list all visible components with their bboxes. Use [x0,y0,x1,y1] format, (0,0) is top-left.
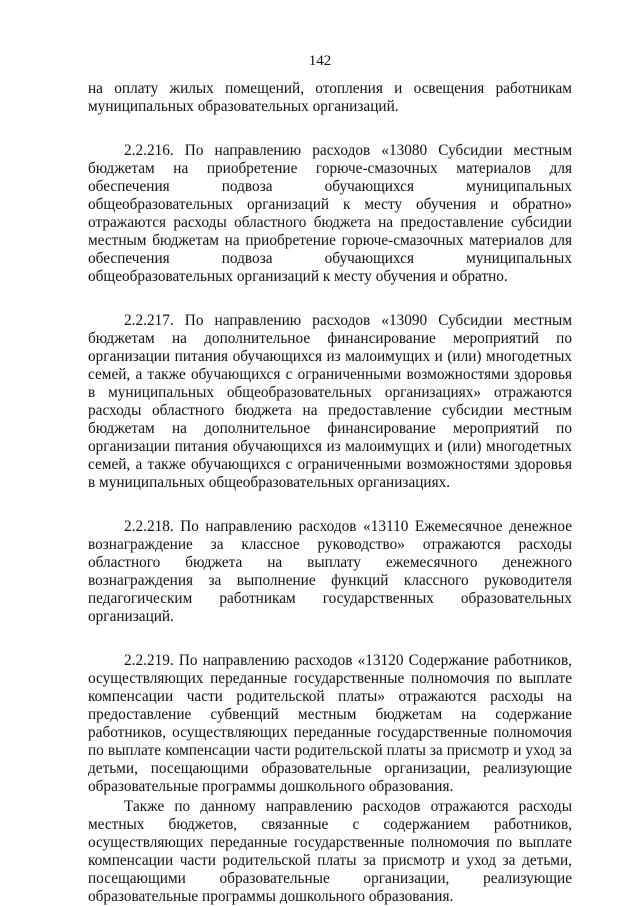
paragraph-2-2-219: 2.2.219. По направлению расходов «13120 Содержание работников, осуществляющих переданные государственные полномочия по выплате компенсации части родительской платы» отражаются расходы на предоставление субвенций местным бюджетам на содержание работников, осуществляющих переданные государственные полномочия по выплате компенсации части родительской платы за присмотр и уход за детьми, посещающими образовательные организации, реализующие образовательные программы дошкольного образования. [88,652,572,795]
document-body [88,80,572,906]
paragraph-2-2-216: 2.2.216. По направлению расходов «13080 Субсидии местным бюджетам на приобретение горюче-смазочных материалов для обеспечения подвоза обучающихся муниципальных общеобразовательных организаций к месту обучения и обратно» отражаются расходы областного бюджета на предоставление субсидии местным бюджетам на приобретение горюче-смазочных материалов для обеспечения подвоза обучающихся муниципальных общеобразовательных организаций к месту обучения и обратно. [88,142,572,285]
page-number: 142 [308,53,332,69]
paragraph-2-2-219-continuation: Также по данному направлению расходов отражаются расходы местных бюджетов, связанные с содержанием работников, осуществляющих переданные государственные полномочия по выплате компенсации части родительской платы за присмотр и уход за детьми, посещающими образовательные организации, реализующие образовательные программы дошкольного образования. [88,798,572,905]
paragraph-continuation: на оплату жилых помещений, отопления и освещения работникам муниципальных образовательных организаций. [88,80,572,115]
paragraph-2-2-217: 2.2.217. По направлению расходов «13090 Субсидии местным бюджетам на дополнительное финансирование мероприятий по организации питания обучающихся из малоимущих и (или) многодетных семей, а также обучающихся с ограниченными возможностями здоровья в муниципальных общеобразовательных организациях» отражаются расходы областного бюджета на предоставление субсидии местным бюджетам на дополнительное финансирование мероприятий по организации питания обучающихся из малоимущих и (или) многодетных семей, а также обучающихся с ограниченными возможностями здоровья в муниципальных общеобразовательных организациях. [88,312,572,491]
paragraph-2-2-218: 2.2.218. По направлению расходов «13110 Ежемесячное денежное вознаграждение за классное руководство» отражаются расходы областного бюджета на выплату ежемесячного денежного вознаграждения за выполнение функций классного руководителя педагогическим работникам государственных образовательных организаций. [88,518,572,625]
